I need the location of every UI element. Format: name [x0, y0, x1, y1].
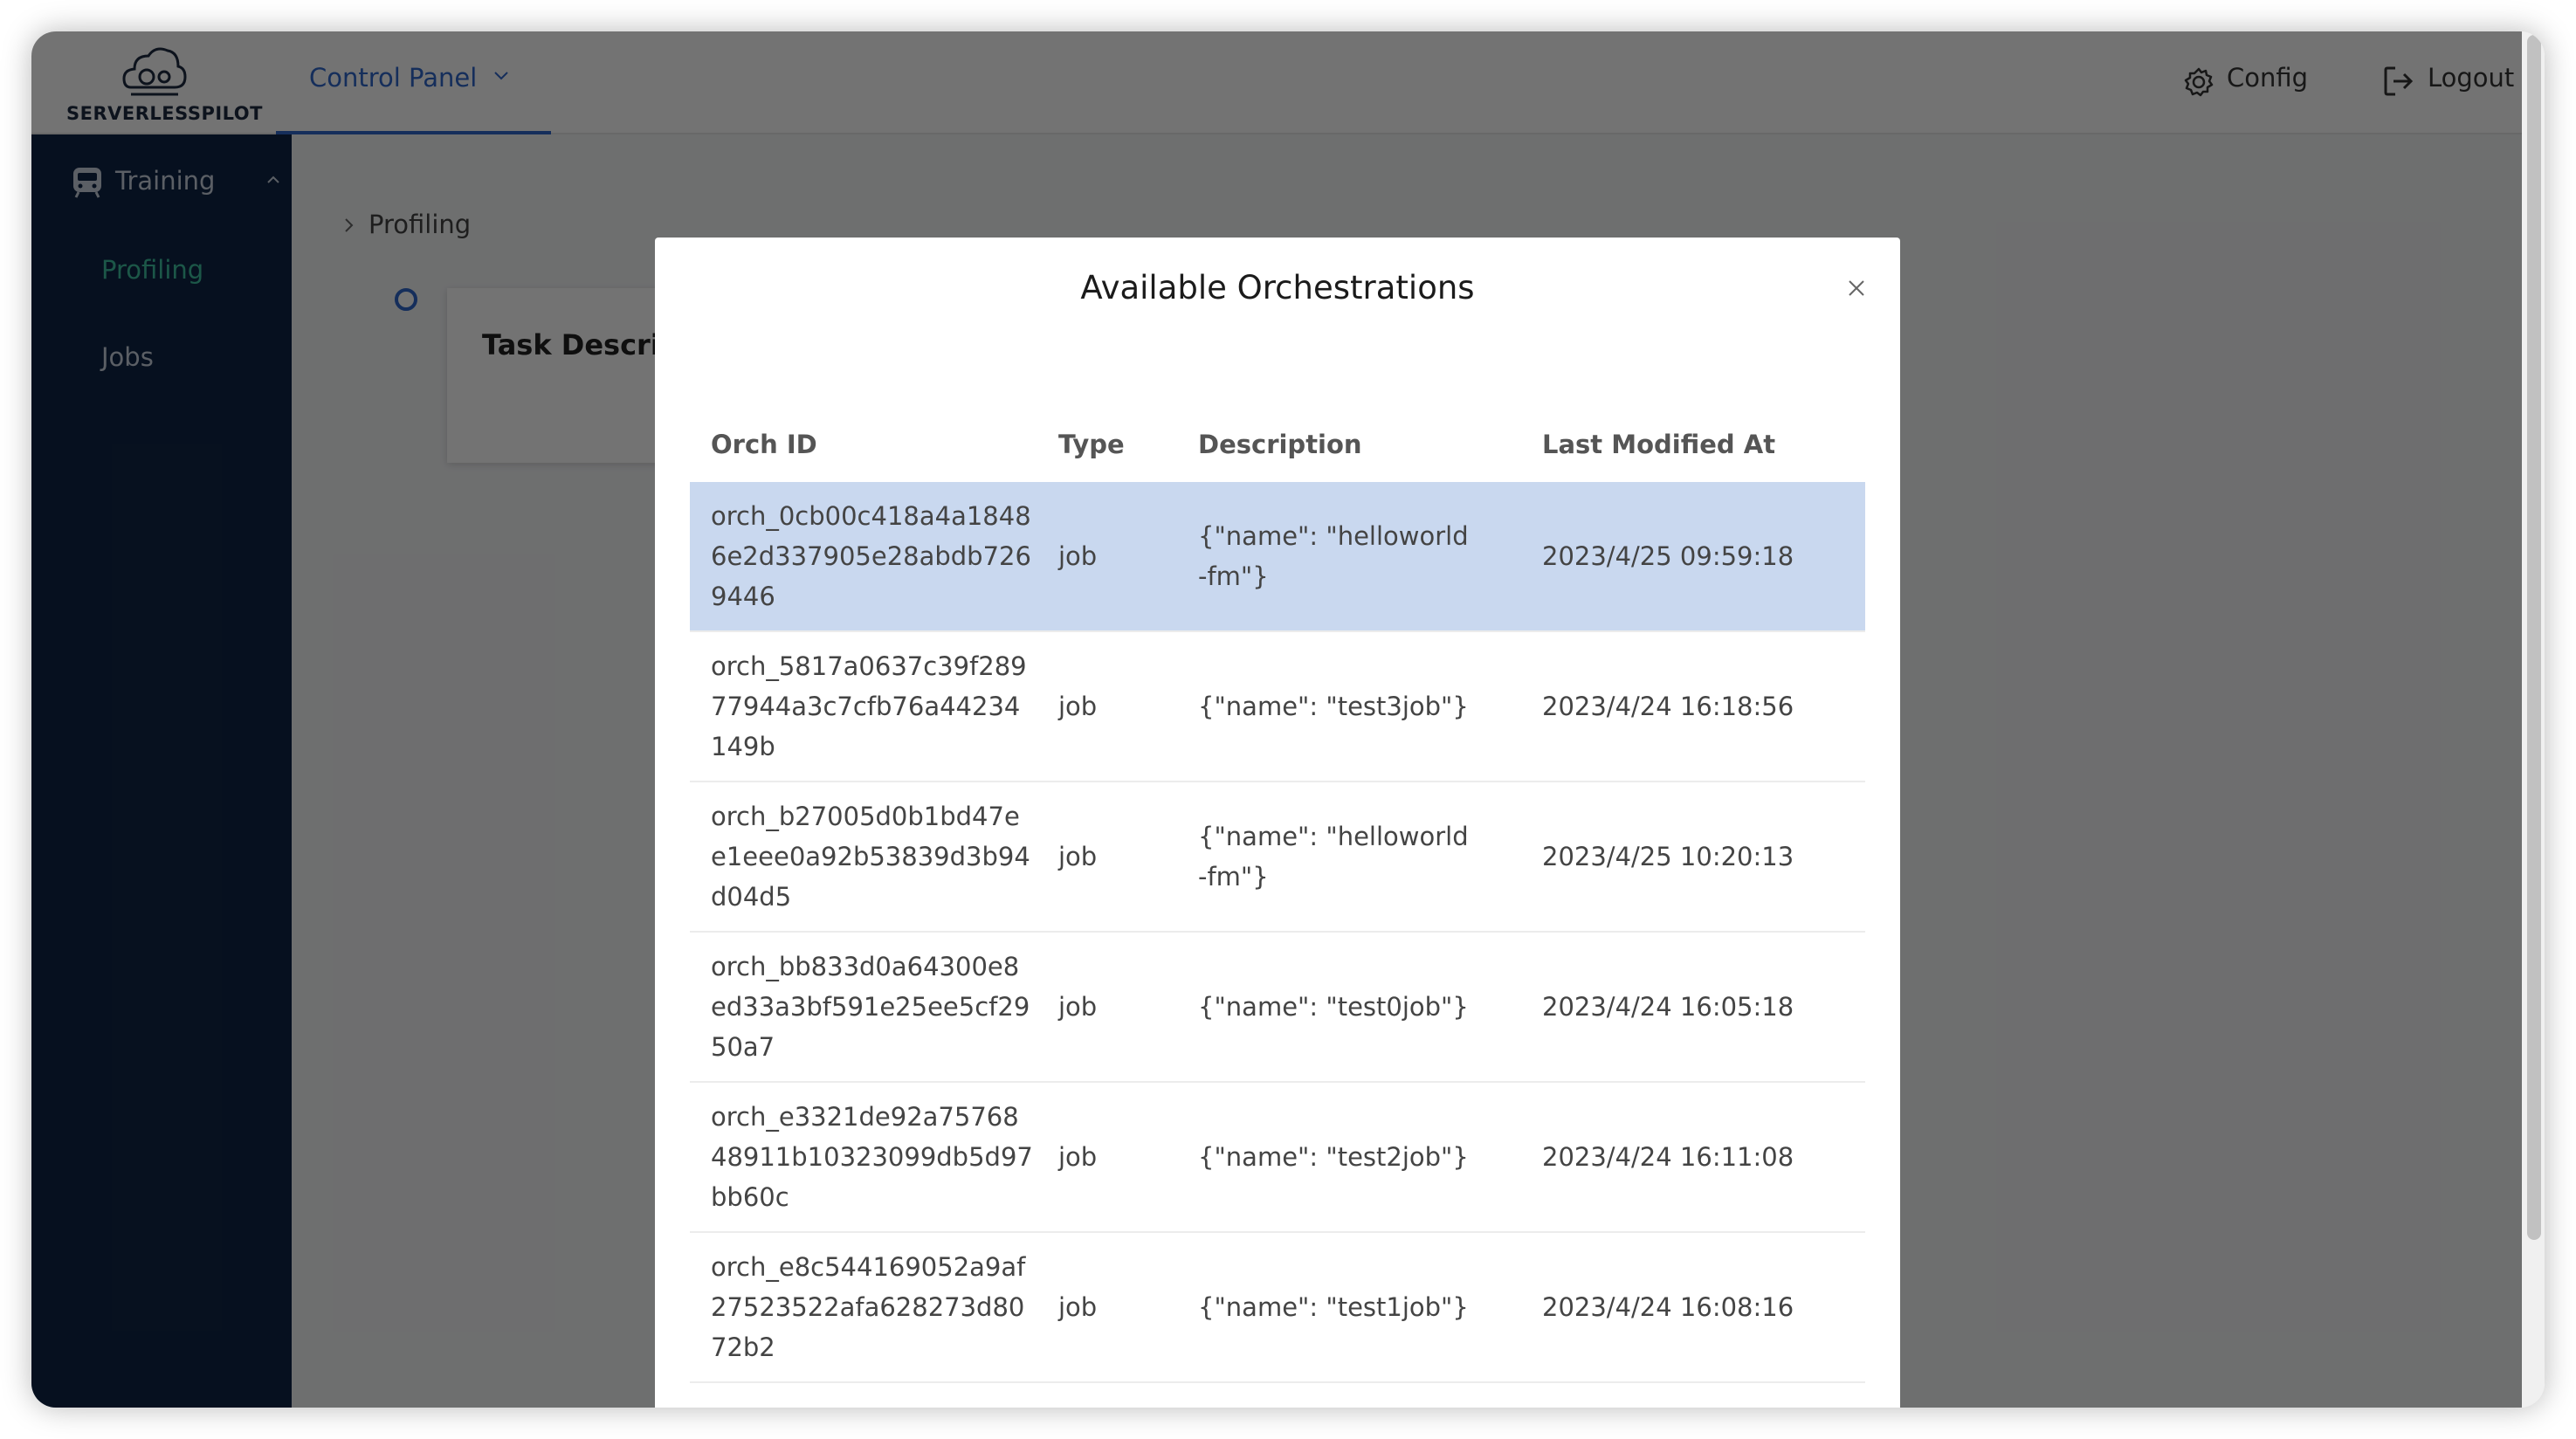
orch-id-cell: orch_e3321de92a7576848911b10323099db5d97bb60c	[711, 1102, 1033, 1212]
orch-id-cell: orch_0cb00c418a4a18486e2d337905e28abdb7269446	[711, 501, 1031, 611]
modal-title: Available Orchestrations	[1080, 269, 1475, 306]
type-cell: job	[1058, 1292, 1098, 1322]
orchestrations-table	[690, 403, 1865, 1383]
type-cell: job	[1058, 1142, 1098, 1172]
table-row[interactable]	[690, 1233, 1865, 1383]
table-row[interactable]	[690, 782, 1865, 933]
type-cell: job	[1058, 692, 1098, 721]
description-cell: {"name": "test2job"}	[1198, 1142, 1469, 1172]
table-row[interactable]	[690, 632, 1865, 782]
orch-id-cell: orch_e8c544169052a9af27523522afa628273d8072b2	[711, 1252, 1026, 1362]
description-cell: {"name": "test1job"}	[1198, 1292, 1469, 1322]
orch-id-cell: orch_5817a0637c39f28977944a3c7cfb76a44234149b	[711, 651, 1027, 761]
table-row[interactable]	[690, 933, 1865, 1083]
last-modified-cell: 2023/4/24 16:11:08	[1542, 1142, 1794, 1172]
table-header	[690, 403, 1865, 482]
column-header-description[interactable]: Description	[1198, 430, 1362, 459]
last-modified-cell: 2023/4/25 10:20:13	[1542, 842, 1794, 871]
scrollbar-thumb[interactable]	[2527, 35, 2541, 1240]
column-header-type[interactable]: Type	[1058, 430, 1125, 459]
page-scrollbar[interactable]	[2522, 31, 2545, 1408]
last-modified-cell: 2023/4/24 16:05:18	[1542, 992, 1794, 1022]
column-header-last-modified[interactable]: Last Modified At	[1542, 430, 1776, 459]
description-cell: {"name": "test3job"}	[1198, 692, 1469, 721]
description-cell: {"name": "helloworld-fm"}	[1198, 521, 1469, 591]
close-icon[interactable]	[1846, 278, 1867, 299]
app-window	[31, 31, 2545, 1408]
table-row[interactable]	[690, 1083, 1865, 1233]
description-cell: {"name": "test0job"}	[1198, 992, 1469, 1022]
type-cell: job	[1058, 992, 1098, 1022]
last-modified-cell: 2023/4/24 16:18:56	[1542, 692, 1794, 721]
orch-id-cell: orch_bb833d0a64300e8ed33a3bf591e25ee5cf2950a7	[711, 952, 1030, 1062]
orch-id-cell: orch_b27005d0b1bd47ee1eee0a92b53839d3b94d04d5	[711, 802, 1030, 912]
description-cell: {"name": "helloworld-fm"}	[1198, 822, 1469, 892]
last-modified-cell: 2023/4/25 09:59:18	[1542, 541, 1794, 571]
orchestrations-modal	[655, 238, 1900, 1408]
type-cell: job	[1058, 842, 1098, 871]
type-cell: job	[1058, 541, 1098, 571]
table-row[interactable]	[690, 482, 1865, 632]
column-header-orch-id[interactable]: Orch ID	[711, 430, 817, 459]
last-modified-cell: 2023/4/24 16:08:16	[1542, 1292, 1794, 1322]
